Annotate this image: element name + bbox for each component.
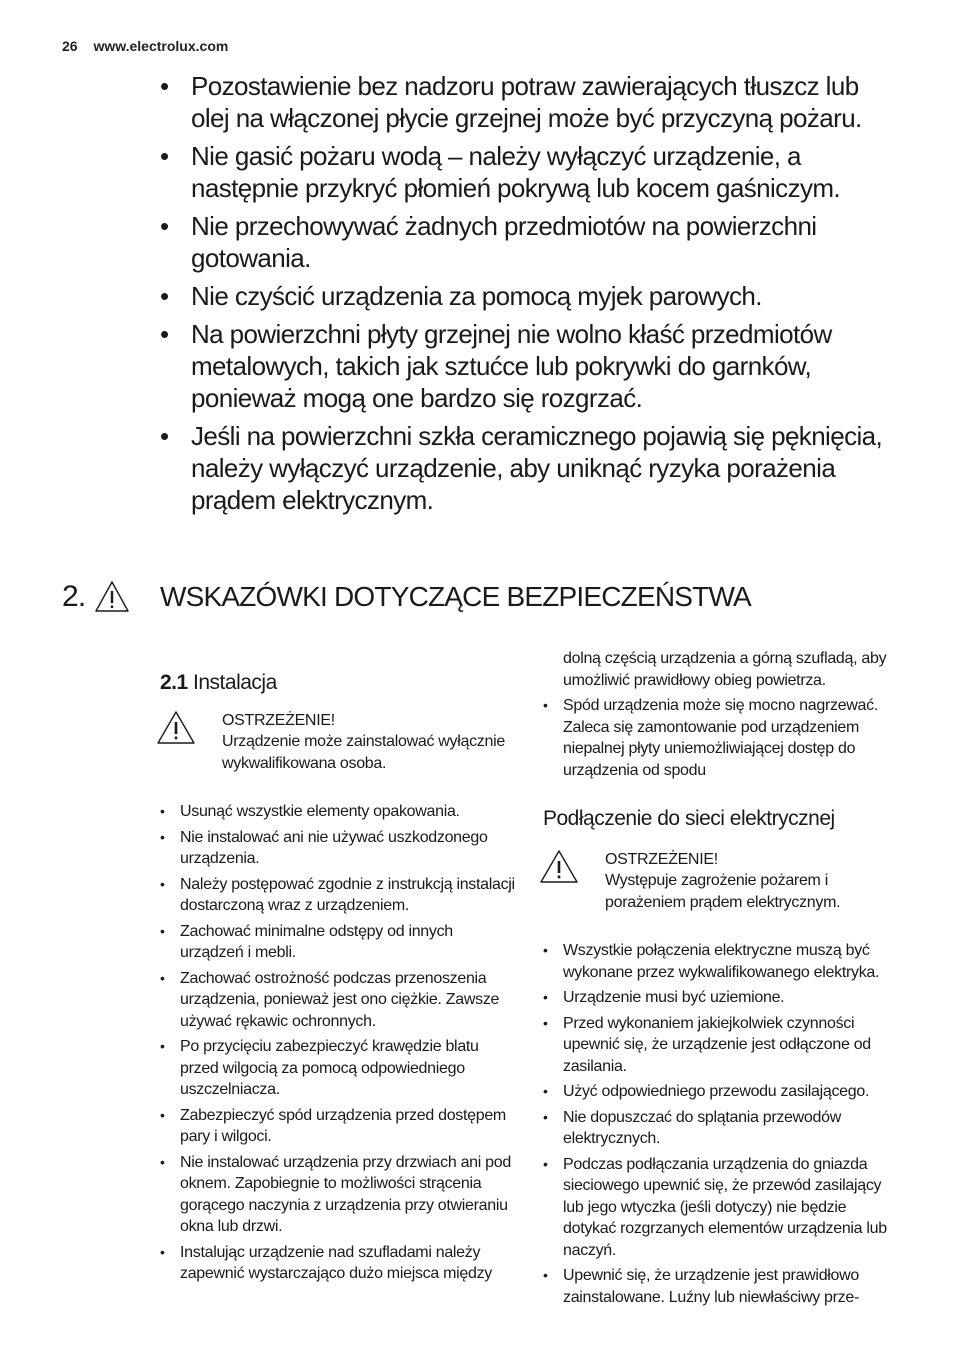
list-item: • Zabezpieczyć spód urządzenia przed dostępem pary i wilgoci.	[160, 1105, 515, 1148]
list-item: • Usunąć wszystkie elementy opakowania.	[160, 801, 515, 823]
list-item: • Instalując urządzenie nad szufladami należy zapewnić wystarczająco dużo miejsca między	[160, 1242, 515, 1285]
list-item: • Nie czyścić urządzenia za pomocą myjek parowych.	[160, 280, 900, 312]
list-item: • Przed wykonaniem jakiejkolwiek czynności upewnić się, że urządzenie jest odłączone od zasilania.	[543, 1013, 903, 1078]
warning-text: Urządzenie może zainstalować wyłącznie wykwalifikowana osoba.	[222, 733, 505, 772]
section-heading	[62, 580, 751, 614]
list-item: • Spód urządzenia może się mocno nagrzewać. Zaleca się zamontowanie pod urządzeniem niepalnej płyty uniemożliwiającej dostęp do urządzenia od spodu	[543, 695, 903, 781]
page-number: 26	[62, 38, 78, 54]
warning-text: Występuje zagrożenie pożarem i porażeniem prądem elektrycznym.	[605, 872, 841, 911]
list-item: • Nie instalować urządzenia przy drzwiach ani pod oknem. Zapobiegnie to możliwości strącenia gorącego naczynia z urządzenia przy otwieraniu okna lub drzwi.	[160, 1152, 515, 1238]
warning-triangle-icon	[94, 580, 130, 614]
list-item: • Należy postępować zgodnie z instrukcją instalacji dostarczoną wraz z urządzeniem.	[160, 874, 515, 917]
list-item: • Jeśli na powierzchni szkła ceramicznego pojawią się pęknięcia, należy wyłączyć urządzenie, aby uniknąć ryzyka porażenia prądem elektrycznym.	[160, 420, 900, 516]
list-item: • Upewnić się, że urządzenie jest prawidłowo zainstalowane. Luźny lub niewłaściwy prze-	[543, 1265, 903, 1308]
subsection-heading-electrical: Podłączenie do sieci elektrycznej	[543, 807, 835, 830]
continued-text: dolną częścią urządzenia a górną szufladą, aby umożliwić prawidłowy obieg powietrza.	[563, 650, 887, 689]
list-item: • Nie instalować ani nie używać uszkodzonego urządzenia.	[160, 827, 515, 870]
list-item: • Urządzenie musi być uziemione.	[543, 987, 903, 1009]
subsection-number: 2.1	[160, 671, 188, 694]
list-item: • Nie dopuszczać do splątania przewodów elektrycznych.	[543, 1107, 903, 1150]
warning-box	[543, 849, 903, 914]
warning-title: OSTRZEŻENIE!	[605, 850, 718, 868]
right-column	[543, 648, 903, 1312]
list-item: • Nie przechowywać żadnych przedmiotów na powierzchni gotowania.	[160, 210, 900, 274]
installation-list-continued	[543, 695, 903, 781]
section-number: 2.	[62, 580, 86, 613]
list-item: • Nie gasić pożaru wodą – należy wyłączyć urządzenie, a następnie przykryć płomień pokrywą lub kocem gaśniczym.	[160, 140, 900, 204]
list-item: • Zachować minimalne odstępy od innych urządzeń i mebli.	[160, 921, 515, 964]
electrical-list	[543, 940, 903, 1308]
left-column	[160, 672, 515, 1289]
site-url: www.electrolux.com	[93, 38, 229, 54]
list-item: • Wszystkie połączenia elektryczne muszą być wykonane przez wykwalifikowanego elektryka.	[543, 940, 903, 983]
installation-list	[160, 801, 515, 1285]
warning-triangle-icon	[156, 710, 196, 746]
list-item: • Po przycięciu zabezpieczyć krawędzie blatu przed wilgocią za pomocą odpowiedniego uszczelniacza.	[160, 1036, 515, 1101]
list-item: • Użyć odpowiedniego przewodu zasilającego.	[543, 1081, 903, 1103]
warning-box	[160, 710, 515, 775]
list-item: • Pozostawienie bez nadzoru potraw zawierających tłuszcz lub olej na włączonej płycie grzejnej może być przyczyną pożaru.	[160, 70, 900, 134]
page-header	[62, 38, 228, 54]
list-item: • Na powierzchni płyty grzejnej nie wolno kłaść przedmiotów metalowych, takich jak sztućce lub pokrywki do garnków, ponieważ mogą one bardzo się rozgrzać.	[160, 318, 900, 414]
warning-triangle-icon	[539, 849, 579, 885]
list-item: • Zachować ostrożność podczas przenoszenia urządzenia, ponieważ jest ono ciężkie. Zawsze używać rękawic ochronnych.	[160, 968, 515, 1033]
list-item: • Podczas podłączania urządzenia do gniazda sieciowego upewnić się, że przewód zasilający lub jego wtyczka (jeśli dotyczy) nie będzie dotykać rozgrzanych elementów urządzenia lub naczyń.	[543, 1154, 903, 1262]
subsection-heading-installation	[160, 672, 515, 694]
top-warning-list	[160, 70, 900, 522]
section-title: WSKAZÓWKI DOTYCZĄCE BEZPIECZEŃSTWA	[160, 581, 751, 612]
warning-title: OSTRZEŻENIE!	[222, 711, 335, 729]
subsection-title: Instalacja	[193, 671, 277, 694]
